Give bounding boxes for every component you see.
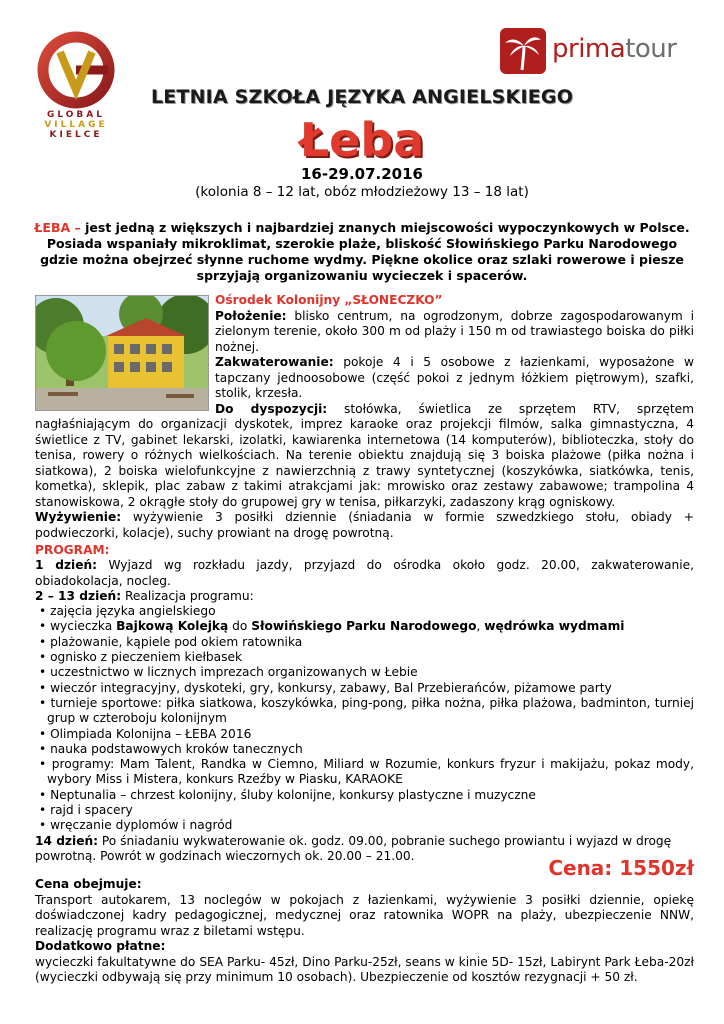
- program-item: • rajd i spacery: [39, 803, 133, 818]
- primatour-logo: [500, 28, 700, 78]
- city-title: Łeba: [299, 113, 425, 167]
- program-item: • wieczór integracyjny, dyskoteki, gry, konkursy, zabawy, Bal Przebierańców, piżamowe party: [39, 680, 612, 695]
- primatour-prima: prima: [552, 34, 626, 64]
- price: Cena: 1550zł: [548, 856, 694, 880]
- palm-tree-icon: [500, 28, 546, 74]
- program-item: • Olimpiada Kolonijna – ŁEBA 2016: [39, 726, 252, 741]
- item2-b: Bajkową Kolejką: [116, 619, 229, 634]
- food-label: Wyżywienie:: [35, 510, 122, 524]
- age-groups: (kolonia 8 – 12 lat, obóz młodzieżowy 13 – 18 lat): [195, 184, 529, 200]
- program-item: • Neptunalia – chrzest kolonijny, śluby kolonijne, konkursy plastyczne i muzyczne: [39, 787, 536, 802]
- days-label: 2 – 13 dzień:: [35, 588, 122, 603]
- day1-label: 1 dzień:: [35, 558, 98, 573]
- program-item: • wręczanie dyplomów i nagród: [39, 818, 233, 833]
- program-item: • uczestnictwo w licznych imprezach organizowanych w Łebie: [39, 665, 418, 680]
- primatour-wordmark: [552, 34, 676, 64]
- program-item: [35, 619, 694, 634]
- gv-line-village: VILLAGE: [44, 120, 108, 130]
- includes-text: Transport autokarem, 13 noclegów w pokojach z łazienkami, wyżywienie 3 posiłki dziennie, opiekę doświadczonej kadry pedagogicznej, medycznej oraz ratownika WOPR na plaży, ubezpieczenie NNW, realizację programu wraz z biletami wstępu.: [35, 892, 694, 938]
- center-accommodation: [35, 355, 694, 402]
- item2-a: • wycieczka: [39, 619, 117, 634]
- day14-text: Po śniadaniu wykwaterowanie ok. godz. 09.00, pobranie suchego prowiantu i wyjazd w drogę powrotną. Powrót w godzinach wieczornych ok. 20.00 – 21.00.: [35, 833, 672, 863]
- program-item: • ognisko z pieczeniem kiełbasek: [39, 650, 243, 665]
- accommodation-text: pokoje 4 i 5 osobowe z łazienkami, wyposażone w tapczany jednoosobowe (część pokoi z jednym łóżkiem piętrowym), szafki, stolik, krzesła.: [215, 355, 694, 400]
- price-details: [35, 877, 694, 986]
- location-label: Położenie:: [215, 308, 287, 323]
- intro-text: jest jedną z większych i najbardziej znanych miejscowości wypoczynkowych w Polsce. Posiada wspaniały mikroklimat, szerokie plaże, bliskość Słowińskiego Parku Narodowego gdzie można obejrzeć słynne ruchome wydmy. Piękne okolice oraz szlaki rowerowe i piesze sprzyjają organizowaniu wycieczek i spacerów.: [40, 220, 690, 283]
- item2-d: Słowińskiego Parku Narodowego: [251, 619, 477, 634]
- program-heading: PROGRAM:: [35, 543, 110, 557]
- item2-c: do: [228, 619, 252, 634]
- program-item: • plażowanie, kąpiele pod okiem ratownika: [39, 634, 303, 649]
- primatour-tour: tour: [625, 34, 677, 64]
- program-item: • zajęcia języka angielskiego: [39, 604, 216, 619]
- extra-heading: Dodatkowo płatne:: [35, 939, 166, 953]
- program-section: [35, 543, 694, 864]
- disposal-text: stołówka, świetlica ze sprzętem RTV, sprzętem nagłaśniającym do organizacji dyskotek, imprez karaoke oraz projekcji filmów, salka gimnastyczna, 4 świetlice z TV, gabinet lekarski, izolatki, kawiarenka internetowa (14 komputerów), biblioteczka, stoły do tenisa, rowery o różnych wielkościach. Na terenie obiektu znajdują się 3 boiska plażowe (piłka nożna i siatkowa), 2 boiska wielofunkcyjne z nawierzchnią z trawy syntetycznej (koszykówka, siatkówka, tenis, kometka), sklepik, plac zabaw z takimi atrakcjami jak: mrowisko oraz zestawy zabawowe; trampolina 4 stanowiskowa, 2 okrągłe stoły do grupowej gry w tenisa, piłkarzyki, zadaszony krąg ogniskowy.: [35, 401, 694, 509]
- center-name: Ośrodek Kolonijny „SŁONECZKO”: [215, 293, 443, 307]
- includes-heading: Cena obejmuje:: [35, 877, 142, 891]
- program-item: • programy: Mam Talent, Randka w Ciemno, Miliard w Rozumie, konkurs fryzur i makijażu, pokaz mody, wybory Miss i Mistera, konkurs Rzeźby w Piasku, KARAOKE: [39, 757, 694, 787]
- center-food: [35, 510, 694, 541]
- item2-f: wędrówka wydmami: [484, 619, 625, 634]
- food-text: wyżywienie 3 posiłki dziennie (śniadania w formie szwedzkiego stołu, obiady + podwieczorki, kolacje), suchy prowiant na drogę powrotną.: [35, 510, 694, 540]
- location-text: blisko centrum, na ogrodzonym, dobrze zagospodarowanym i zielonym terenie, około 300 m od plaży i 150 m od trawiastego boiska do piłki nożnej.: [215, 308, 694, 354]
- gv-line-global: GLOBAL: [46, 110, 105, 120]
- program-day1: [35, 558, 694, 589]
- intro-paragraph: [30, 220, 694, 284]
- intro-lead: ŁEBA –: [34, 220, 81, 235]
- item2-e: ,: [476, 619, 485, 634]
- days-text: Realizacja programu:: [121, 588, 254, 603]
- trip-date: 16-29.07.2016: [301, 165, 423, 183]
- gv-line-kielce: KIELCE: [49, 130, 103, 140]
- program-item: • turnieje sportowe: piłka siatkowa, koszykówka, ping-pong, piłka nożna, piłka plażowa, badminton, turniej grup w czteroboju kolonijnym: [39, 695, 694, 726]
- program-days: [35, 589, 694, 604]
- extra-text: wycieczki fakultatywne do SEA Parku- 45zł, Dino Parku-25zł, seans w kinie 5D- 15zł, Labirynt Park Łeba-20zł (wycieczki odbywają się przy minimum 10 osobach). Ubezpieczenie od kosztów rezygnacji + 50 zł.: [35, 954, 694, 984]
- center-description: [35, 293, 694, 541]
- disposal-label: Do dyspozycji:: [215, 401, 328, 416]
- center-location: [35, 309, 694, 356]
- day1-text: Wyjazd wg rozkładu jazdy, przyjazd do ośrodka około godz. 20.00, zakwaterowanie, obiadokolacja, nocleg.: [35, 558, 694, 588]
- day14-label: 14 dzień:: [35, 833, 99, 848]
- program-item: • nauka podstawowych kroków tanecznych: [39, 741, 303, 756]
- accommodation-label: Zakwaterowanie:: [215, 355, 334, 369]
- page-title: LETNIA SZKOŁA JĘZYKA ANGIELSKIEGO: [150, 86, 574, 108]
- center-disposal: [35, 402, 694, 511]
